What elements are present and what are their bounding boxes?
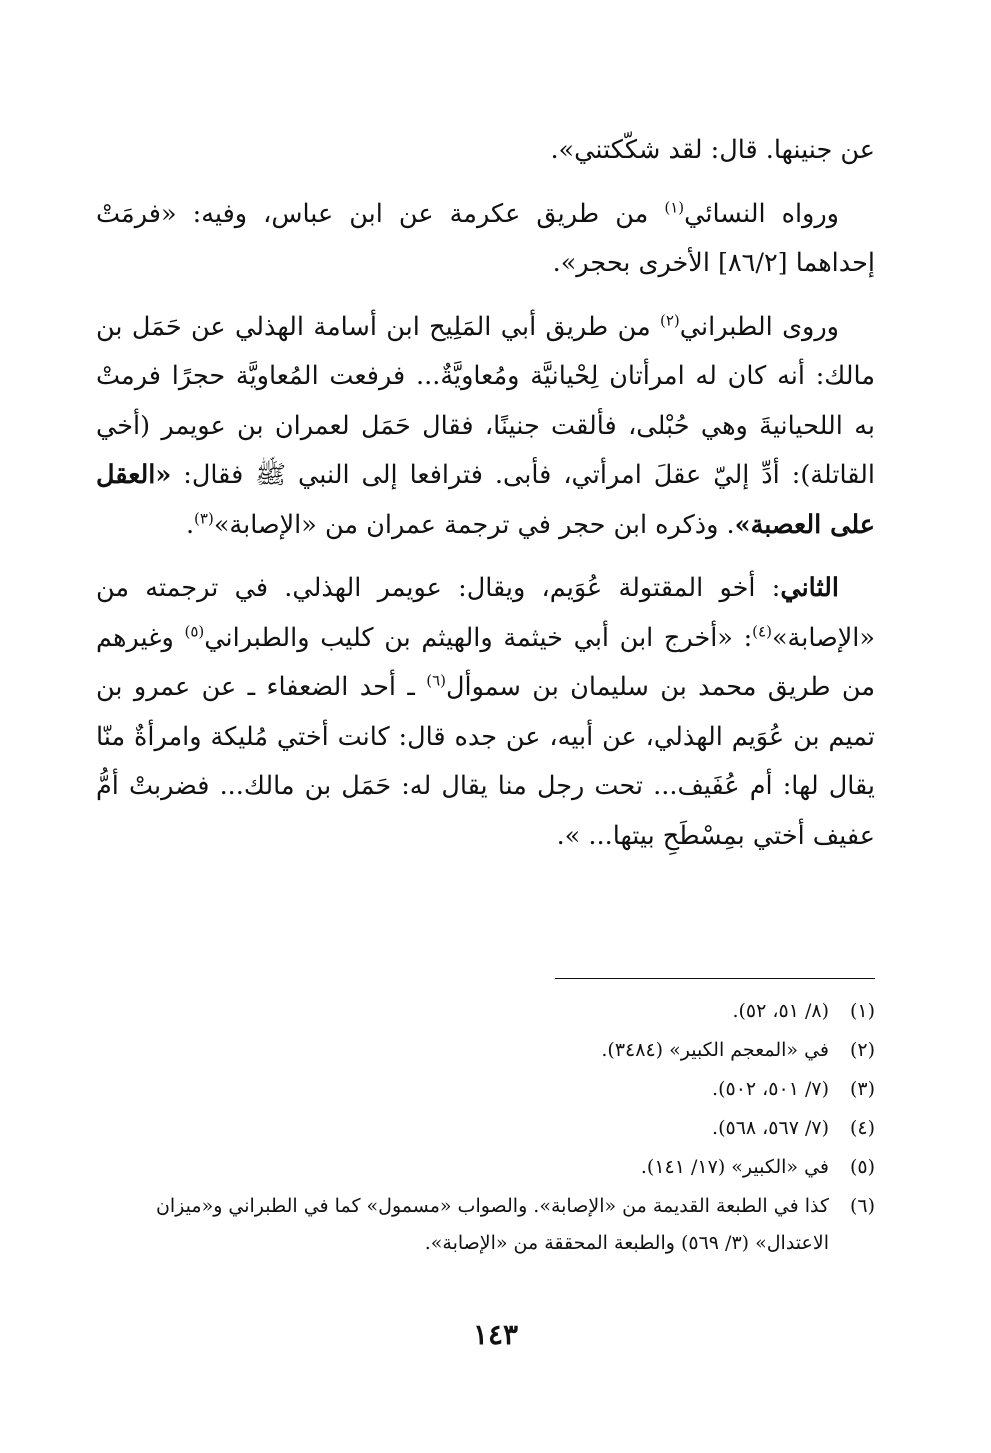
paragraph-1 [96,126,875,176]
paragraph-4 [96,564,875,861]
footnote-text: كذا في الطبعة القديمة من «الإصابة». والصواب «مسمول» كما في الطبراني و«ميزان الاعتدال» (٣/ ٥٦٩) والطبعة المحققة من «الإصابة». [155,1195,829,1254]
footnote-1 [96,993,875,1030]
footnote-number: (٦) [849,1195,875,1217]
hadith-quote: «العقل على العصبة» [96,460,875,540]
section-keyword: الثاني [780,573,839,603]
footnote-2 [96,1032,875,1069]
footnote-number: (٤) [849,1117,875,1139]
text-run: وروى الطبراني [679,311,840,342]
text-run: : أخو المقتولة عُوَيم، ويقال: عويمر الهذلي. في ترجمته من «الإصابة» [96,573,875,653]
footnote-text: في «المعجم الكبير» (٣٤٨٤). [601,1039,829,1061]
footnote-ref-6[interactable]: (٦) [426,671,447,690]
footnote-number: (٣) [849,1078,875,1100]
footnote-text: (٧/ ٥٠١، ٥٠٢). [712,1078,829,1100]
text-run: ورواه النسائي [684,198,839,229]
text-run: ـ أحد الضعفاء ـ عن عمرو بن تميم بن عُوَيم الهذلي، عن أبيه، عن جده قال: كانت أختي مُليكة وامرأةٌ منّا يقال لها: أم عُفَيف... تحت رجل منا يقال له: حَمَل بن مالك... فضربتْ أمُّ عفيف أختي بمِسْطَحِ بيتها... ». [96,672,875,851]
footnote-text: في «الكبير» (١٧/ ١٤١). [640,1156,829,1178]
paragraph-3 [96,303,875,551]
text-run: من طريق عكرمة عن ابن عباس، وفيه: «فرمَتْ إحداهما [٨٦/٢] الأخرى بحجر». [96,198,875,278]
footnote-ref-3[interactable]: (٣) [194,509,214,527]
text-run: وغيرهم من طريق محمد بن سليمان بن سموأل [96,622,875,702]
footnote-text: (٨/ ٥١، ٥٢). [732,1000,829,1022]
footnote-divider [555,978,875,979]
footnote-6 [96,1188,875,1262]
footnote-number: (٥) [849,1156,875,1178]
footnote-text: (٧/ ٥٦٧، ٥٦٨). [712,1117,829,1139]
text-run: عن جنينها. قال: لقد شكّكتني». [550,135,875,165]
footnotes [96,993,875,1264]
footnote-ref-2[interactable]: (٢) [660,311,680,329]
main-text [96,126,875,875]
footnote-4 [96,1110,875,1147]
text-run: . [185,509,195,540]
footnote-ref-4[interactable]: (٤) [752,622,772,640]
footnote-number: (٢) [849,1039,875,1061]
footnote-number: (١) [849,1000,875,1022]
text-run: . وذكره ابن حجر في ترجمة عمران من «الإصابة» [213,509,735,540]
footnote-ref-1[interactable]: (١) [664,198,685,216]
text-run: من طريق أبي المَلِيح ابن أسامة الهذلي عن حَمَل بن مالك: أنه كان له امرأتان لِحْيانيَّة ومُعاويَّةٌ... فرفعت المُعاويَّة حجرًا فرمتْ به اللحيانيةَ وهي حُبْلى، فألقت جنينًا، فقال حَمَل لعمران بن عويمر (أخي القاتلة): أدِّ إليّ عقلَ امرأتي، فأبى. فترافعا إلى النبي ﷺ فقال: [96,311,875,490]
text-run: : «أخرج ابن أبي خيثمة والهيثم بن كليب والطبراني [204,622,753,653]
paragraph-2 [96,190,875,289]
footnote-3 [96,1071,875,1108]
footnote-ref-5[interactable]: (٥) [184,622,205,640]
page-number: ١٤٣ [472,1318,519,1351]
footnote-5 [96,1149,875,1186]
